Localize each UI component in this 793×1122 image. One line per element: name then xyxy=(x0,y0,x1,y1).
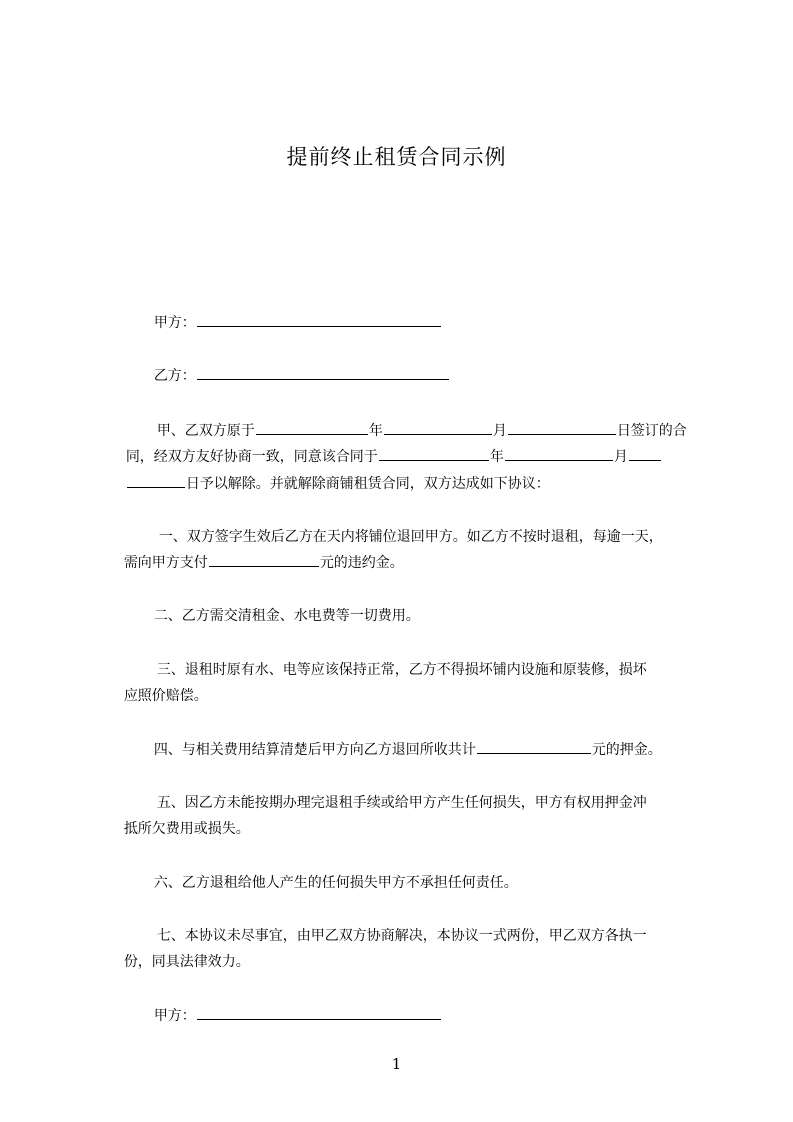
year-label: 年 xyxy=(489,449,504,465)
clause-text: 四、与相关费用结算清楚后甲方向乙方退回所收共计 xyxy=(153,742,476,758)
intro-text: 同，经双方友好协商一致，同意该合同于 xyxy=(125,449,378,465)
day-blank-end xyxy=(127,473,185,488)
page-number: 1 xyxy=(391,1055,402,1073)
signature-party-a-line xyxy=(136,983,442,1049)
clause-text: 需向甲方支付 xyxy=(123,555,208,571)
signature-party-a-blank xyxy=(197,1005,441,1020)
party-b-label: 乙方： xyxy=(153,368,196,384)
party-a-blank xyxy=(197,312,441,327)
clause-text: 抵所欠费用或损失。 xyxy=(123,821,250,837)
clause-text: 元的违约金。 xyxy=(319,555,404,571)
clause-text: 应照价赔偿。 xyxy=(123,688,208,704)
day-blank-start xyxy=(629,446,661,461)
clause-text: 三、退租时原有水、电等应该保持正常，乙方不得损坏铺内设施和原装修，损坏 xyxy=(156,662,647,678)
clause-text: 五、因乙方未能按期办理完退租手续或给甲方产生任何损失，甲方有权用押金冲 xyxy=(156,795,647,811)
penalty-amount-blank xyxy=(209,552,319,567)
clause-text: 一、双方签字生效后乙方在天内将铺位退回甲方。如乙方不按时退租，每逾一天， xyxy=(158,529,663,545)
year-label: 年 xyxy=(368,423,383,439)
clause-3-line-1 xyxy=(139,637,647,703)
clause-text: 元的押金。 xyxy=(591,742,662,758)
intro-text: 甲、乙双方原于 xyxy=(156,423,255,439)
document-title: 提前终止租赁合同示例 xyxy=(286,145,507,169)
party-a-label: 甲方： xyxy=(153,315,196,331)
clause-text: 份，同具法律效力。 xyxy=(123,954,250,970)
intro-text: 日签订的合 xyxy=(616,423,687,439)
deposit-amount-blank xyxy=(477,739,591,754)
clause-text: 六、乙方退租给他人产生的任何损失甲方不承担任何责任。 xyxy=(153,875,518,891)
month-label: 月 xyxy=(613,449,628,465)
month-label: 月 xyxy=(492,423,507,439)
signature-party-a-label: 甲方： xyxy=(153,1008,196,1024)
party-b-blank xyxy=(197,365,449,380)
intro-text: 日予以解除。并就解除商铺租赁合同，双方达成如下协议： xyxy=(185,476,550,492)
clause-text: 二、乙方需交清租金、水电费等一切费用。 xyxy=(153,608,420,624)
clause-text: 七、本协议未尽事宜，由甲乙双方协商解决，本协议一式两份，甲乙双方各执一 xyxy=(156,928,647,944)
